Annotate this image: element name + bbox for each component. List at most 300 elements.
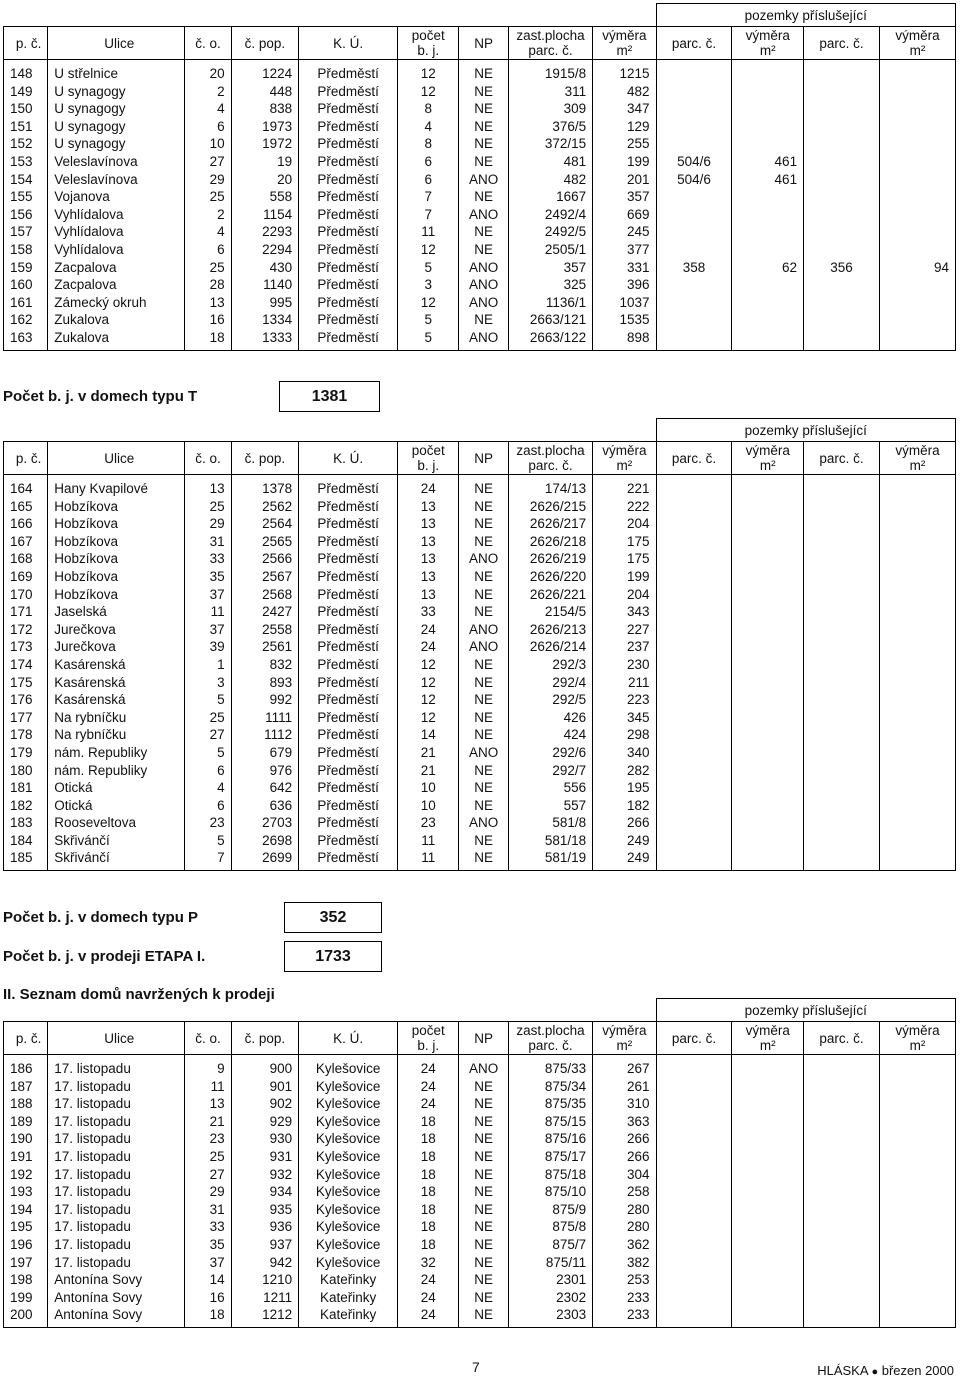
table-cell: 931 [231, 1148, 298, 1166]
header-parc-1 [656, 27, 732, 60]
table-cell [656, 533, 732, 551]
table-cell: 33 [185, 1218, 231, 1236]
table-row [4, 709, 956, 727]
table-cell [656, 621, 732, 639]
header-ku [299, 27, 398, 60]
table-cell [732, 311, 804, 329]
table-cell: 12 [398, 83, 459, 101]
table-row [4, 568, 956, 586]
table-cell: Kasárenská [48, 674, 185, 692]
table-cell: 1112 [231, 726, 298, 744]
table-cell: 3 [398, 276, 459, 294]
table-cell: 200 [4, 1306, 48, 1327]
table-row [4, 1095, 956, 1113]
table-cell: U synagogy [48, 135, 185, 153]
table-cell: 1111 [231, 709, 298, 727]
table-cell: 174 [4, 656, 48, 674]
table-cell: 581/8 [508, 814, 592, 832]
table-cell [804, 475, 880, 498]
table-cell: 182 [593, 797, 656, 815]
table-cell [804, 621, 880, 639]
header-zast-text: zast.plocha [516, 1023, 585, 1038]
table-cell: 2492/5 [508, 223, 592, 241]
table-cell: Předměstí [299, 475, 398, 498]
table-cell [732, 638, 804, 656]
table-cell: ANO [459, 638, 509, 656]
table-cell [879, 1254, 955, 1272]
header-ulice [48, 442, 185, 475]
table-cell: NE [459, 1271, 509, 1289]
header-vymera-3 [879, 1022, 955, 1055]
table-row [4, 1236, 956, 1254]
table-cell: 292/4 [508, 674, 592, 692]
header-vymera-text: výměra [602, 28, 647, 43]
header-pocet-text: počet [411, 28, 445, 43]
table-cell: NE [459, 779, 509, 797]
table-cell: Předměstí [299, 294, 398, 312]
table-cell: NE [459, 568, 509, 586]
table-cell [656, 797, 732, 815]
header-pocet-text: počet [411, 1023, 445, 1038]
table-cell [656, 1201, 732, 1219]
table-cell [879, 153, 955, 171]
header-vymera-3 [879, 442, 955, 475]
table-cell: 194 [4, 1201, 48, 1219]
table-cell: 151 [4, 118, 48, 136]
table-cell [656, 83, 732, 101]
header-zast-parc-text: parc. č. [528, 1038, 573, 1053]
header-pc [4, 27, 48, 60]
table-cell: 23 [398, 814, 459, 832]
table-cell: Předměstí [299, 550, 398, 568]
table-cell: 20 [231, 171, 298, 189]
table-cell: NE [459, 1130, 509, 1148]
table-cell: 162 [4, 311, 48, 329]
table-cell: 266 [593, 1148, 656, 1166]
table-cell: 197 [4, 1254, 48, 1272]
table-cell: NE [459, 849, 509, 870]
table-cell: 2 [185, 206, 231, 224]
table-cell: 13 [398, 586, 459, 604]
table-cell: NE [459, 153, 509, 171]
table-cell [804, 691, 880, 709]
table-cell [656, 1095, 732, 1113]
table-cell: 245 [593, 223, 656, 241]
table-cell [804, 276, 880, 294]
table-cell [656, 691, 732, 709]
table-cell: 976 [231, 762, 298, 780]
table-cell [879, 1078, 955, 1096]
table-cell: 331 [593, 259, 656, 277]
table-cell: 4 [185, 223, 231, 241]
table-cell [804, 603, 880, 621]
table-cell: Předměstí [299, 311, 398, 329]
table-cell [879, 1201, 955, 1219]
table-cell: 1333 [231, 329, 298, 350]
table-cell: 62 [732, 259, 804, 277]
table-cell: 937 [231, 1236, 298, 1254]
table-cell: ANO [459, 171, 509, 189]
table-cell: Vojanova [48, 188, 185, 206]
table-cell [879, 1166, 955, 1184]
table-cell: Předměstí [299, 849, 398, 870]
table-cell [732, 832, 804, 850]
table-cell: 18 [398, 1130, 459, 1148]
header-np-text: NP [474, 35, 493, 51]
table-cell: 160 [4, 276, 48, 294]
table-row [4, 118, 956, 136]
table-cell: 24 [398, 638, 459, 656]
table-cell: 875/17 [508, 1148, 592, 1166]
header-pocet-bj [398, 27, 459, 60]
header-cpop-text: č. pop. [244, 35, 286, 51]
table-cell: Předměstí [299, 603, 398, 621]
table-cell: 18 [398, 1166, 459, 1184]
table-cell: Kylešovice [299, 1095, 398, 1113]
table-cell [804, 241, 880, 259]
table-cell: 12 [398, 656, 459, 674]
table-row [4, 241, 956, 259]
table-cell [804, 1218, 880, 1236]
table-cell: ANO [459, 294, 509, 312]
table-cell: 25 [185, 188, 231, 206]
table-cell [656, 1306, 732, 1327]
table-cell [879, 1236, 955, 1254]
table-cell: Skřivánčí [48, 832, 185, 850]
table-cell: Předměstí [299, 60, 398, 83]
table-cell [656, 498, 732, 516]
table-row [4, 1113, 956, 1131]
table-row [4, 223, 956, 241]
table-cell: 12 [398, 241, 459, 259]
header-vymera-3 [879, 27, 955, 60]
table-row [4, 832, 956, 850]
table-cell: NE [459, 475, 509, 498]
table-cell: U synagogy [48, 118, 185, 136]
table-cell: 875/33 [508, 1055, 592, 1078]
table-row [4, 171, 956, 189]
header-group-pozemky: pozemky příslušející [656, 4, 955, 27]
table-cell: 180 [4, 762, 48, 780]
table-cell: 636 [231, 797, 298, 815]
table-cell: 363 [593, 1113, 656, 1131]
table-cell: 155 [4, 188, 48, 206]
header-np [459, 442, 509, 475]
table-cell [804, 206, 880, 224]
table-cell: 838 [231, 100, 298, 118]
table-cell [732, 1166, 804, 1184]
table-cell: 165 [4, 498, 48, 516]
table-cell: 13 [398, 498, 459, 516]
table-cell: Předměstí [299, 259, 398, 277]
header-spacer [4, 419, 657, 442]
table-cell: 2699 [231, 849, 298, 870]
table-cell [656, 638, 732, 656]
table-cell [656, 1236, 732, 1254]
table-cell [804, 294, 880, 312]
header-zast [508, 27, 592, 60]
table-cell [732, 709, 804, 727]
table-cell [804, 60, 880, 83]
table-cell: 17. listopadu [48, 1183, 185, 1201]
table-cell: nám. Republiky [48, 762, 185, 780]
table-cell: 11 [398, 849, 459, 870]
table-cell: ANO [459, 744, 509, 762]
header-m2b-text: m² [759, 1038, 776, 1053]
table-cell: 17. listopadu [48, 1236, 185, 1254]
header-zast-text: zast.plocha [516, 28, 585, 43]
table-cell: 266 [593, 814, 656, 832]
table-cell: 1378 [231, 475, 298, 498]
table-row [4, 1218, 956, 1236]
header-vymera [593, 27, 656, 60]
table-cell [879, 188, 955, 206]
table-cell: 227 [593, 621, 656, 639]
table-cell [804, 311, 880, 329]
header-parc-2 [804, 27, 880, 60]
header-parc1-text: parc. č. [671, 450, 717, 466]
table-cell: 995 [231, 294, 298, 312]
table-cell [804, 656, 880, 674]
table-cell [656, 223, 732, 241]
table-cell: 930 [231, 1130, 298, 1148]
header-vymera-text: výměra [602, 1023, 647, 1038]
table-cell [656, 329, 732, 350]
footer-date: březen 2000 [881, 1363, 954, 1378]
summary-t-label: Počet b. j. v domech typu T [3, 388, 198, 405]
table-cell: 11 [185, 1078, 231, 1096]
table-cell [732, 797, 804, 815]
table-cell: 25 [185, 498, 231, 516]
table-cell: 875/7 [508, 1236, 592, 1254]
table-cell [879, 1113, 955, 1131]
table-cell: 249 [593, 849, 656, 870]
table-cell [656, 241, 732, 259]
table-cell: 426 [508, 709, 592, 727]
table-cell [656, 603, 732, 621]
table-cell: 21 [398, 744, 459, 762]
table-cell: 2626/214 [508, 638, 592, 656]
table-cell: 211 [593, 674, 656, 692]
header-ku-text: K. Ú. [333, 450, 364, 466]
table-cell: NE [459, 832, 509, 850]
summary-p-label: Počet b. j. v domech typu P [3, 909, 199, 926]
table-cell: Předměstí [299, 762, 398, 780]
table-cell [804, 1289, 880, 1307]
table-cell: 6 [398, 153, 459, 171]
table-cell [879, 568, 955, 586]
table-cell: 5 [398, 329, 459, 350]
table-cell: NE [459, 1218, 509, 1236]
table-cell: 7 [398, 206, 459, 224]
table-row [4, 1201, 956, 1219]
table-cell: 1154 [231, 206, 298, 224]
table-cell: 14 [398, 726, 459, 744]
table-cell: 178 [4, 726, 48, 744]
table-cell [656, 814, 732, 832]
table-cell [879, 329, 955, 350]
table-cell: 37 [185, 586, 231, 604]
table-cell: 362 [593, 1236, 656, 1254]
header-pocet-bj [398, 442, 459, 475]
table-cell [656, 550, 732, 568]
table-cell: 358 [656, 259, 732, 277]
table-cell: 3 [185, 674, 231, 692]
table-cell: 2303 [508, 1306, 592, 1327]
table-cell [732, 586, 804, 604]
table-cell [804, 533, 880, 551]
table-cell: 169 [4, 568, 48, 586]
table-cell [879, 832, 955, 850]
table-cell: 1973 [231, 118, 298, 136]
header-cpop [231, 442, 298, 475]
table-cell [879, 709, 955, 727]
table-cell: NE [459, 100, 509, 118]
table-cell: Kasárenská [48, 656, 185, 674]
table-cell [879, 814, 955, 832]
table-row [4, 329, 956, 350]
table-cell: 188 [4, 1095, 48, 1113]
header-ulice [48, 27, 185, 60]
table-cell: 17. listopadu [48, 1055, 185, 1078]
table-cell: NE [459, 241, 509, 259]
table-cell: Kylešovice [299, 1236, 398, 1254]
table-cell: 898 [593, 329, 656, 350]
table-cell: 16 [185, 311, 231, 329]
table-cell: 14 [185, 1271, 231, 1289]
table-cell [656, 709, 732, 727]
table-cell: 5 [185, 832, 231, 850]
header-pc-text: p. č. [15, 450, 42, 466]
table-cell: 2566 [231, 550, 298, 568]
header-pc [4, 1022, 48, 1055]
table-cell: Předměstí [299, 153, 398, 171]
table-cell: 340 [593, 744, 656, 762]
table-cell: 183 [4, 814, 48, 832]
table-cell [804, 849, 880, 870]
table-cell: 12 [398, 674, 459, 692]
table-cell: 201 [593, 171, 656, 189]
table-cell [732, 83, 804, 101]
table-cell: 1211 [231, 1289, 298, 1307]
table-cell [879, 603, 955, 621]
table-cell: 2301 [508, 1271, 592, 1289]
table-cell: 18 [185, 329, 231, 350]
table-cell: 679 [231, 744, 298, 762]
table-cell: 6 [185, 241, 231, 259]
header-vymera-2 [732, 442, 804, 475]
table-cell: 16 [185, 1289, 231, 1307]
table-cell: 153 [4, 153, 48, 171]
table-cell: 298 [593, 726, 656, 744]
table-cell: Kylešovice [299, 1078, 398, 1096]
table-cell: 4 [398, 118, 459, 136]
table-cell [879, 1095, 955, 1113]
table-cell: 204 [593, 586, 656, 604]
table-cell: NE [459, 1236, 509, 1254]
table-cell [732, 135, 804, 153]
table-cell: 875/35 [508, 1095, 592, 1113]
table-cell: 27 [185, 153, 231, 171]
table-row [4, 188, 956, 206]
table-cell: 310 [593, 1095, 656, 1113]
table-cell [656, 100, 732, 118]
table-cell: Předměstí [299, 726, 398, 744]
table-cell: 2561 [231, 638, 298, 656]
table-cell: 345 [593, 709, 656, 727]
table-cell: NE [459, 83, 509, 101]
table-cell: 11 [398, 223, 459, 241]
table-cell: 558 [231, 188, 298, 206]
table-cell: 5 [398, 311, 459, 329]
table-cell: 2703 [231, 814, 298, 832]
table-cell: 1215 [593, 60, 656, 83]
table-cell [879, 206, 955, 224]
table-cell [879, 586, 955, 604]
table-cell: NE [459, 118, 509, 136]
table-cell: 37 [185, 621, 231, 639]
table-cell: ANO [459, 814, 509, 832]
table-cell: 191 [4, 1148, 48, 1166]
header-vymera3-text: výměra [895, 1023, 940, 1038]
table-cell: 504/6 [656, 171, 732, 189]
table-cell: Předměstí [299, 744, 398, 762]
table-cell: 2154/5 [508, 603, 592, 621]
header-parc1-text: parc. č. [671, 35, 717, 51]
table-row [4, 206, 956, 224]
table-cell: 4 [185, 779, 231, 797]
table-cell [879, 1130, 955, 1148]
table-cell: 18 [398, 1201, 459, 1219]
header-vymera-2 [732, 27, 804, 60]
table-cell: 237 [593, 638, 656, 656]
table-cell [732, 1218, 804, 1236]
table-row [4, 603, 956, 621]
table-row [4, 656, 956, 674]
table-cell: 5 [185, 744, 231, 762]
table-cell [879, 223, 955, 241]
table-row [4, 100, 956, 118]
footer-bullet: ● [871, 1366, 879, 1378]
table-cell [804, 744, 880, 762]
header-ku [299, 1022, 398, 1055]
table-cell: 934 [231, 1183, 298, 1201]
table-cell [732, 498, 804, 516]
table-cell: 221 [593, 475, 656, 498]
table-cell [656, 744, 732, 762]
table-cell: Antonína Sovy [48, 1306, 185, 1327]
table-cell: Kylešovice [299, 1201, 398, 1219]
table-cell: 37 [185, 1254, 231, 1272]
table-row [4, 153, 956, 171]
table-cell: Hobzíkova [48, 515, 185, 533]
header-group-pozemky: pozemky příslušející [656, 999, 955, 1022]
table-cell [732, 814, 804, 832]
header-m2c-text: m² [909, 43, 926, 58]
header-bj-text: b. j. [417, 43, 440, 58]
table-cell [879, 621, 955, 639]
table-cell: 18 [398, 1218, 459, 1236]
table-cell: 2626/217 [508, 515, 592, 533]
table-cell: Otická [48, 779, 185, 797]
table-cell: 168 [4, 550, 48, 568]
header-m2b-text: m² [759, 458, 776, 473]
header-zast-text: zast.plocha [516, 443, 585, 458]
table-cell [732, 1201, 804, 1219]
header-m2-text: m² [616, 458, 633, 473]
table-cell [732, 726, 804, 744]
table-cell [879, 1148, 955, 1166]
